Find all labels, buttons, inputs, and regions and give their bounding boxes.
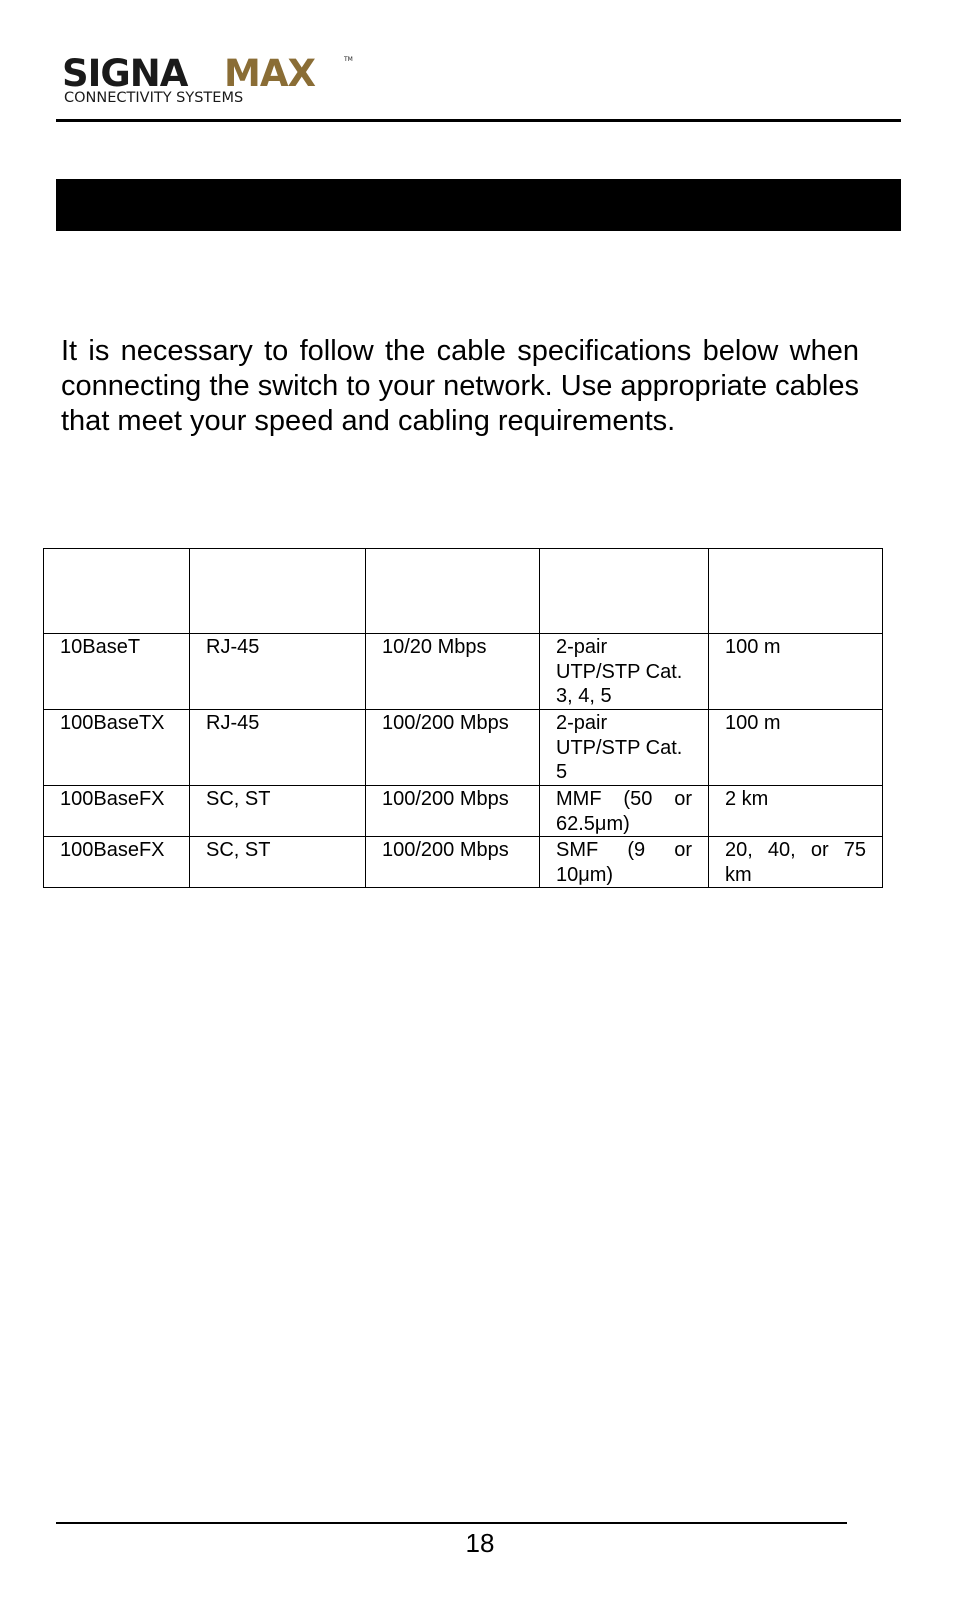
cable-line: UTP/STP Cat. [556,736,683,759]
table-header-cell [366,549,540,634]
logo-brand-gold: MAX [224,52,315,95]
cable-line: 3, 4, 5 [556,685,612,707]
cable-line: 5 [556,761,568,783]
cell-speed: 100/200 Mbps [366,710,540,786]
cell-cable [540,634,709,710]
header-divider [56,119,901,122]
cell-distance [709,837,883,888]
cell-speed: 100/200 Mbps [366,786,540,837]
cable-line: SMF (9 or [556,839,692,861]
cable-line: 2-pair [556,636,608,658]
cell-standard: 100BaseFX [44,786,190,837]
cell-distance [709,786,883,837]
cable-spec-table [43,548,883,888]
table-header-cell [709,549,883,634]
distance-line: km [725,863,752,886]
logo-tagline: CONNECTIVITY SYSTEMS [64,90,244,106]
cable-line: MMF (50 or [556,788,692,810]
cell-cable [540,710,709,786]
cable-line: UTP/STP Cat. [556,660,683,683]
logo-brand-dark: SIGNA [62,52,188,95]
table-header-cell [190,549,366,634]
table-header-cell [540,549,709,634]
cell-cable [540,786,709,837]
distance-line: 100 m [725,712,781,734]
cell-standard: 100BaseFX [44,837,190,888]
logo-trademark: TM [344,56,353,63]
cell-connector: SC, ST [190,837,366,888]
distance-line: 20, 40, or 75 [725,839,866,861]
table-row [44,837,883,888]
distance-line: 100 m [725,636,781,658]
intro-paragraph: It is necessary to follow the cable specifications below when connecting the switch to your network. Use appropriate cables that meet your speed and cabling requirements. [61,335,859,437]
cable-line: 2-pair [556,712,608,734]
signamax-logo [62,52,362,108]
cell-connector: SC, ST [190,786,366,837]
table-row [44,710,883,786]
page-number: 18 [465,1528,495,1558]
cell-speed: 10/20 Mbps [366,634,540,710]
cell-standard: 10BaseT [44,634,190,710]
cell-cable [540,837,709,888]
distance-line: 2 km [725,788,769,810]
cable-line: 10μm) [556,863,614,886]
cell-standard: 100BaseTX [44,710,190,786]
cell-distance [709,710,883,786]
section-title-bar [56,179,901,231]
table-row [44,634,883,710]
footer-divider [56,1522,847,1524]
cable-line: 62.5μm) [556,812,630,835]
table-header-cell [44,549,190,634]
cell-distance [709,634,883,710]
cell-speed: 100/200 Mbps [366,837,540,888]
table-row [44,786,883,837]
cell-connector: RJ-45 [190,710,366,786]
cell-connector: RJ-45 [190,634,366,710]
table-header-row [44,549,883,634]
logo-graphic [62,52,362,108]
